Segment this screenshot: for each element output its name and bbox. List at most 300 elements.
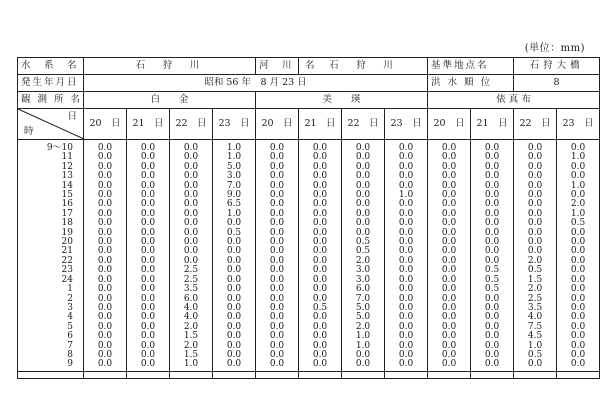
shirogane-23-values	[213, 140, 256, 372]
value-cell: 0.0	[140, 321, 156, 332]
value-cell: 0.0	[97, 321, 113, 332]
station-tawaramappu: 俵 真 布	[428, 92, 600, 109]
value-cell: 6.5	[226, 199, 242, 210]
value-cell: 2.0	[355, 321, 371, 332]
value-cell: 0.0	[140, 331, 156, 342]
value-cell: 0.0	[398, 208, 414, 219]
value-cell: 0.0	[140, 340, 156, 351]
value-cell: 0.0	[183, 180, 199, 191]
value-cell: 2.0	[527, 255, 543, 266]
value-cell: 0.0	[398, 199, 414, 210]
value-cell: 0.0	[312, 312, 328, 323]
value-cell: 0.0	[97, 218, 113, 229]
value-cell: 0.0	[97, 359, 113, 370]
value-cell: 16	[61, 199, 73, 210]
value-cell: 0.0	[355, 349, 371, 360]
value-cell: 0.0	[140, 161, 156, 172]
value-cell: 0.0	[269, 255, 285, 266]
tawaramappu-day-20: 20 日	[428, 109, 471, 140]
value-cell: 0.0	[140, 349, 156, 360]
value-cell: 0.0	[570, 246, 586, 257]
value-cell: 0.0	[269, 152, 285, 163]
value-cell: 0.0	[312, 171, 328, 182]
tawaramappu-20-values	[428, 140, 471, 372]
value-cell: 0.0	[398, 246, 414, 257]
value-cell: 0.0	[484, 331, 500, 342]
value-cell: 0.0	[226, 246, 242, 257]
station-label: 観 測 所 名	[18, 92, 84, 109]
value-cell: 0.0	[398, 171, 414, 182]
value-cell: 1.0	[226, 208, 242, 219]
time-header-label: 時	[24, 125, 34, 137]
value-cell: 0.0	[398, 359, 414, 370]
value-cell: 0.0	[140, 190, 156, 201]
value-cell: 19	[61, 227, 73, 238]
value-cell: 2.0	[355, 255, 371, 266]
value-cell: 0.0	[441, 312, 457, 323]
value-cell: 24	[61, 274, 73, 285]
value-cell: 0.0	[97, 237, 113, 248]
value-cell: 0.0	[97, 312, 113, 323]
value-cell: 0.0	[398, 237, 414, 248]
value-cell: 2.0	[570, 199, 586, 210]
value-cell: 5.0	[355, 302, 371, 313]
tawaramappu-21-values	[471, 140, 514, 372]
value-cell: 4.5	[527, 331, 543, 342]
value-cell: 0.0	[441, 340, 457, 351]
value-cell: 0.0	[269, 208, 285, 219]
value-cell: 0.0	[527, 152, 543, 163]
value-cell: 0.0	[355, 190, 371, 201]
value-cell: 0.0	[183, 246, 199, 257]
value-cell: 0.0	[484, 161, 500, 172]
value-cell: 7	[67, 340, 73, 351]
value-cell: 0.0	[484, 171, 500, 182]
value-cell: 0.5	[570, 218, 586, 229]
value-cell: 7.5	[527, 321, 543, 332]
value-cell: 0.0	[97, 190, 113, 201]
value-cell: 0.0	[398, 302, 414, 313]
value-cell: 0.0	[398, 180, 414, 191]
value-cell: 0.0	[484, 227, 500, 238]
value-cell: 0.0	[355, 218, 371, 229]
value-cell: 0.0	[441, 274, 457, 285]
flood-rank-value: 8	[514, 75, 600, 92]
value-cell: 0.0	[97, 143, 113, 153]
value-cell: 0.0	[312, 293, 328, 304]
value-cell: 18	[61, 218, 73, 229]
shirogane-day-20: 20 日	[84, 109, 127, 140]
value-cell: 0.0	[441, 218, 457, 229]
value-cell: 0.0	[269, 180, 285, 191]
value-cell: 0.0	[226, 302, 242, 313]
value-cell: 0.0	[140, 171, 156, 182]
value-cell: 1.0	[355, 340, 371, 351]
value-cell: 3.0	[355, 265, 371, 276]
value-cell: 3.0	[355, 274, 371, 285]
value-cell: 0.5	[355, 246, 371, 257]
value-cell: 0.0	[97, 265, 113, 276]
day-header-label: 日	[67, 111, 77, 122]
value-cell: 0.0	[226, 237, 242, 248]
value-cell: 0.0	[183, 208, 199, 219]
value-cell: 0.0	[269, 349, 285, 360]
value-cell: 0.0	[441, 171, 457, 182]
value-cell: 0.0	[570, 284, 586, 295]
unit-label: (単位：mm)	[524, 43, 585, 54]
value-cell: 0.0	[398, 321, 414, 332]
value-cell: 0.0	[484, 143, 500, 153]
value-cell: 0.0	[183, 161, 199, 172]
value-cell: 0.0	[527, 161, 543, 172]
value-cell: 0.0	[355, 143, 371, 153]
value-cell: 0.0	[183, 255, 199, 266]
value-cell: 0.0	[140, 208, 156, 219]
value-cell: 0.0	[441, 208, 457, 219]
value-cell: 0.0	[398, 143, 414, 153]
value-cell: 0.0	[140, 227, 156, 238]
value-cell: 0.0	[398, 218, 414, 229]
value-cell: 2	[67, 293, 73, 304]
value-cell: 9.0	[226, 190, 242, 201]
value-cell: 0.0	[312, 284, 328, 295]
value-cell: 0.0	[441, 359, 457, 370]
value-cell: 0.0	[398, 152, 414, 163]
station-shirogane: 白 金	[84, 92, 256, 109]
value-cell: 22	[61, 255, 73, 266]
value-cell: 0.0	[269, 321, 285, 332]
value-cell: 0.0	[226, 265, 242, 276]
shirogane-day-21: 21 日	[127, 109, 170, 140]
value-cell: 0.0	[398, 293, 414, 304]
value-cell: 1.0	[226, 143, 242, 153]
value-cell: 0.0	[441, 246, 457, 257]
value-cell: 0.0	[312, 321, 328, 332]
value-cell: 0.0	[441, 161, 457, 172]
value-cell: 0.0	[97, 331, 113, 342]
biei-21-values	[299, 140, 342, 372]
value-cell: 0.0	[226, 331, 242, 342]
value-cell: 0.0	[312, 143, 328, 153]
value-cell: 0.0	[527, 199, 543, 210]
value-cell: 4.0	[183, 312, 199, 323]
base-point-value: 石狩大橋	[514, 58, 600, 75]
value-cell: 1.0	[226, 152, 242, 163]
shirogane-20-values	[84, 140, 127, 372]
value-cell: 0.0	[226, 274, 242, 285]
biei-day-23: 23 日	[385, 109, 428, 140]
value-cell: 0.0	[570, 143, 586, 153]
value-cell: 0.0	[355, 171, 371, 182]
value-cell: 23	[61, 265, 73, 276]
value-cell: 0.0	[140, 218, 156, 229]
value-cell: 0.0	[140, 143, 156, 153]
value-cell: 0.0	[97, 284, 113, 295]
value-cell: 0.0	[269, 199, 285, 210]
value-cell: 9〜10	[46, 143, 73, 153]
value-cell: 0.0	[527, 246, 543, 257]
value-cell: 0.0	[226, 349, 242, 360]
value-cell: 12	[61, 161, 73, 172]
value-cell: 0.0	[484, 312, 500, 323]
value-cell: 0.0	[97, 246, 113, 257]
value-cell: 0.5	[226, 227, 242, 238]
value-cell: 0.0	[269, 161, 285, 172]
value-cell: 0.0	[140, 293, 156, 304]
value-cell: 0.0	[441, 321, 457, 332]
value-cell: 0.0	[97, 161, 113, 172]
value-cell: 0.0	[441, 227, 457, 238]
value-cell: 0.0	[140, 255, 156, 266]
value-cell: 0.0	[484, 359, 500, 370]
value-cell: 3.5	[183, 284, 199, 295]
value-cell: 0.0	[570, 190, 586, 201]
value-cell: 1.5	[183, 331, 199, 342]
value-cell: 3.5	[527, 302, 543, 313]
value-cell: 0.0	[312, 161, 328, 172]
value-cell: 0.0	[97, 340, 113, 351]
value-cell: 0.0	[398, 312, 414, 323]
value-cell: 0.0	[97, 152, 113, 163]
value-cell: 0.0	[441, 302, 457, 313]
value-cell: 0.0	[226, 359, 242, 370]
value-cell: 0.0	[269, 274, 285, 285]
value-cell: 0.0	[484, 302, 500, 313]
value-cell: 0.0	[484, 180, 500, 191]
value-cell: 0.0	[398, 227, 414, 238]
value-cell: 0.0	[441, 190, 457, 201]
value-cell: 2.0	[183, 340, 199, 351]
value-cell: 0.0	[312, 255, 328, 266]
biei-day-20: 20 日	[256, 109, 299, 140]
value-cell: 0.0	[269, 143, 285, 153]
value-cell: 0.0	[484, 349, 500, 360]
value-cell: 0.0	[269, 227, 285, 238]
value-cell: 0.0	[312, 237, 328, 248]
value-cell: 0.0	[312, 190, 328, 201]
value-cell: 0.0	[398, 349, 414, 360]
value-cell: 0.0	[527, 143, 543, 153]
value-cell: 0.5	[484, 284, 500, 295]
value-cell: 0.0	[140, 359, 156, 370]
value-cell: 0.0	[140, 265, 156, 276]
value-cell: 0.0	[570, 349, 586, 360]
value-cell: 13	[61, 171, 73, 182]
biei-day-22: 22 日	[342, 109, 385, 140]
value-cell: 0.0	[140, 274, 156, 285]
value-cell: 0.0	[398, 331, 414, 342]
value-cell: 1.0	[570, 152, 586, 163]
value-cell: 0.0	[269, 237, 285, 248]
value-cell: 0.0	[441, 293, 457, 304]
value-cell: 15	[61, 190, 73, 201]
value-cell: 0.5	[484, 265, 500, 276]
value-cell: 0.0	[269, 246, 285, 257]
value-cell: 0.0	[97, 349, 113, 360]
value-cell: 0.0	[441, 199, 457, 210]
value-cell: 0.0	[527, 359, 543, 370]
value-cell: 0.0	[484, 190, 500, 201]
value-cell: 0.0	[355, 208, 371, 219]
value-cell: 0.5	[484, 274, 500, 285]
value-cell: 0.0	[140, 246, 156, 257]
value-cell: 1.0	[183, 359, 199, 370]
value-cell: 0.0	[312, 199, 328, 210]
biei-20-values	[256, 140, 299, 372]
value-cell: 0.0	[97, 302, 113, 313]
value-cell: 0.0	[484, 152, 500, 163]
value-cell: 0.0	[570, 171, 586, 182]
value-cell: 1.0	[398, 190, 414, 201]
value-cell: 5.0	[355, 312, 371, 323]
value-cell: 0.0	[484, 208, 500, 219]
value-cell: 0.0	[484, 321, 500, 332]
station-biei: 美 瑛	[256, 92, 428, 109]
value-cell: 7.0	[355, 293, 371, 304]
value-cell: 0.0	[398, 255, 414, 266]
value-cell: 6	[67, 331, 73, 342]
value-cell: 0.0	[484, 218, 500, 229]
value-cell: 0.0	[226, 284, 242, 295]
value-cell: 0.0	[441, 152, 457, 163]
value-cell: 0.0	[140, 180, 156, 191]
value-cell: 1.0	[570, 208, 586, 219]
value-cell: 0.0	[226, 218, 242, 229]
value-cell: 6.0	[355, 284, 371, 295]
value-cell: 0.0	[570, 321, 586, 332]
value-cell: 0.0	[527, 227, 543, 238]
value-cell: 17	[61, 208, 73, 219]
value-cell: 20	[61, 237, 73, 248]
value-cell: 0.0	[441, 349, 457, 360]
value-cell: 0.0	[312, 359, 328, 370]
value-cell: 0.0	[140, 152, 156, 163]
value-cell: 0.0	[97, 171, 113, 182]
date-value: 昭和 56 年 8 月 23 日	[84, 75, 428, 92]
river-system-value: 石 狩 川	[84, 58, 256, 75]
shirogane-21-values	[127, 140, 170, 372]
value-cell: 0.0	[398, 284, 414, 295]
value-cell: 7.0	[226, 180, 242, 191]
value-cell: 0.0	[183, 190, 199, 201]
value-cell: 0.0	[312, 246, 328, 257]
value-cell: 0.0	[570, 161, 586, 172]
value-cell: 0.0	[140, 199, 156, 210]
value-cell: 0.0	[441, 265, 457, 276]
tawaramappu-22-values	[514, 140, 557, 372]
shirogane-day-22: 22 日	[170, 109, 213, 140]
value-cell: 0.0	[226, 321, 242, 332]
value-cell: 3	[67, 302, 73, 313]
value-cell: 0.0	[183, 152, 199, 163]
value-cell: 0.0	[183, 199, 199, 210]
value-cell: 4.0	[527, 312, 543, 323]
value-cell: 0.0	[183, 218, 199, 229]
value-cell: 0.0	[570, 331, 586, 342]
value-cell: 0.0	[570, 227, 586, 238]
value-cell: 0.0	[484, 246, 500, 257]
rainfall-table	[17, 57, 600, 379]
value-cell: 0.5	[355, 237, 371, 248]
value-cell: 21	[61, 246, 73, 257]
value-cell: 0.0	[312, 331, 328, 342]
value-cell: 0.0	[484, 237, 500, 248]
day-time-corner	[18, 109, 84, 140]
value-cell: 0.0	[269, 331, 285, 342]
value-cell: 1.5	[527, 274, 543, 285]
value-cell: 0.0	[398, 161, 414, 172]
value-cell: 8	[67, 349, 73, 360]
value-cell: 0.0	[484, 255, 500, 266]
value-cell: 4	[67, 312, 73, 323]
value-cell: 0.0	[398, 265, 414, 276]
value-cell: 4.0	[183, 302, 199, 313]
value-cell: 0.0	[527, 208, 543, 219]
value-cell: 0.0	[441, 284, 457, 295]
value-cell: 0.0	[441, 255, 457, 266]
value-cell: 0.0	[355, 161, 371, 172]
value-cell: 0.0	[355, 199, 371, 210]
value-cell: 0.0	[140, 284, 156, 295]
value-cell: 0.0	[183, 143, 199, 153]
value-cell: 0.0	[269, 340, 285, 351]
value-cell: 0.5	[527, 349, 543, 360]
value-cell: 0.0	[441, 180, 457, 191]
time-column	[18, 140, 84, 372]
value-cell: 0.0	[97, 180, 113, 191]
value-cell: 0.0	[355, 359, 371, 370]
value-cell: 0.0	[570, 312, 586, 323]
value-cell: 0.0	[269, 284, 285, 295]
value-cell: 0.0	[269, 293, 285, 304]
value-cell: 0.0	[570, 293, 586, 304]
value-cell: 0.0	[484, 340, 500, 351]
flood-rank-label: 洪 水 順 位	[428, 75, 514, 92]
value-cell: 0.0	[312, 265, 328, 276]
value-cell: 0.0	[355, 227, 371, 238]
value-cell: 1	[67, 284, 73, 295]
river-system-label: 水 系 名	[18, 58, 84, 75]
value-cell: 0.0	[398, 274, 414, 285]
value-cell: 2.0	[183, 321, 199, 332]
value-cell: 0.0	[570, 340, 586, 351]
value-cell: 0.0	[269, 359, 285, 370]
value-cell: 0.0	[226, 255, 242, 266]
shirogane-day-23: 23 日	[213, 109, 256, 140]
value-cell: 0.0	[312, 274, 328, 285]
value-cell: 0.0	[441, 143, 457, 153]
value-cell: 2.5	[527, 293, 543, 304]
value-cell: 0.0	[527, 180, 543, 191]
value-cell: 0.0	[484, 199, 500, 210]
shirogane-22-values	[170, 140, 213, 372]
value-cell: 1.0	[355, 331, 371, 342]
value-cell: 0.0	[269, 218, 285, 229]
value-cell: 0.0	[441, 331, 457, 342]
value-cell: 0.0	[97, 293, 113, 304]
value-cell: 0.0	[570, 274, 586, 285]
value-cell: 0.0	[269, 190, 285, 201]
date-label: 発生年月日	[18, 75, 84, 92]
value-cell: 0.0	[97, 274, 113, 285]
value-cell: 0.0	[312, 180, 328, 191]
value-cell: 0.0	[269, 265, 285, 276]
value-cell: 6.0	[183, 293, 199, 304]
value-cell: 5	[67, 321, 73, 332]
value-cell: 0.0	[183, 237, 199, 248]
value-cell: 0.0	[312, 349, 328, 360]
tawaramappu-23-values	[557, 140, 600, 372]
